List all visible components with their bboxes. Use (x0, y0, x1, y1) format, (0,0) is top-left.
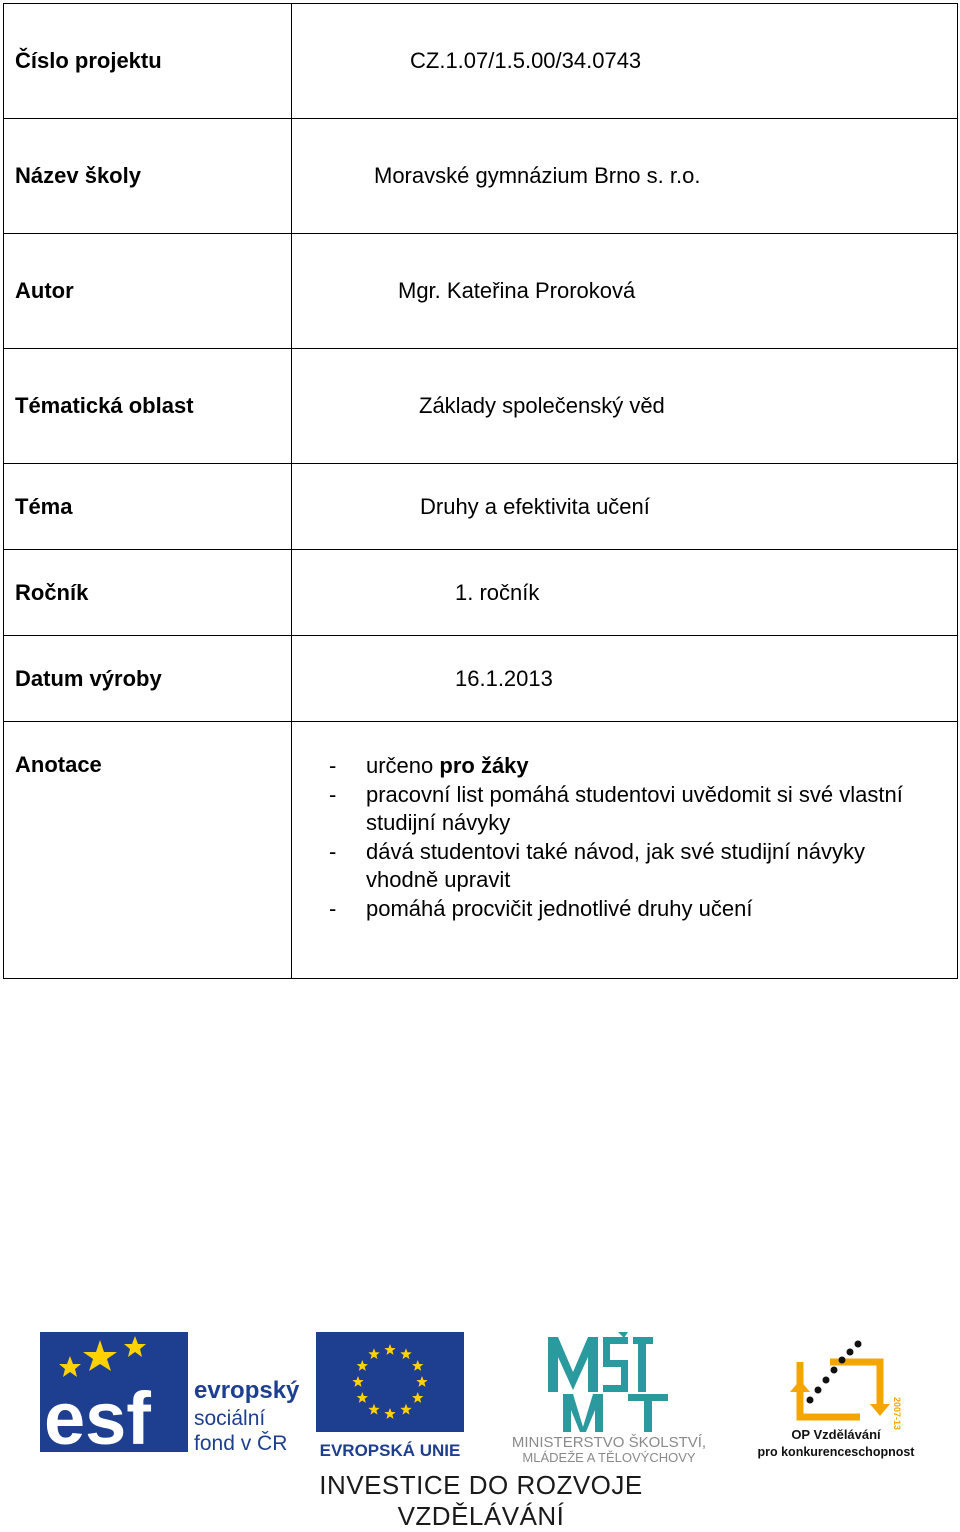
svg-text:fond v ČR: fond v ČR (194, 1432, 288, 1455)
row-value (292, 349, 958, 464)
list-item: - pomáhá procvičit jednotlivé druhy učení (329, 895, 753, 921)
list-item: - pracovní list pomáhá studentovi uvědomit si své vlastní studijní návyky (329, 781, 903, 835)
row-label: Tématická oblast (4, 349, 292, 464)
row-label: Číslo projektu (4, 4, 292, 119)
svg-text:OP Vzdělávání: OP Vzdělávání (791, 1427, 881, 1442)
topic-area: Základy společenský věd (419, 393, 665, 418)
svg-text:MINISTERSTVO ŠKOLSTVÍ,: MINISTERSTVO ŠKOLSTVÍ, (511, 1434, 707, 1451)
svg-text:EVROPSKÁ UNIE: EVROPSKÁ UNIE (319, 1441, 461, 1460)
msmt-logo (478, 1332, 740, 1462)
row-value (292, 550, 958, 636)
school-name: Moravské gymnázium Brno s. r.o. (374, 163, 701, 188)
annotation-list (292, 752, 957, 923)
topic: Druhy a efektivita učení (420, 493, 650, 519)
row-label: Anotace (4, 722, 292, 979)
op-vk-logo (750, 1332, 922, 1462)
svg-text:esf: esf (44, 1377, 151, 1460)
table-row (4, 349, 958, 464)
annotation-cell (292, 722, 958, 979)
row-label: Ročník (4, 550, 292, 636)
creation-date: 16.1.2013 (455, 665, 553, 691)
table-row-annotation (4, 722, 958, 979)
esf-logo (40, 1332, 300, 1462)
svg-text:pro konkurenceschopnost: pro konkurenceschopnost (757, 1445, 915, 1459)
author-name: Mgr. Kateřina Proroková (398, 278, 636, 303)
table-row (4, 4, 958, 119)
project-info-sheet (3, 3, 958, 979)
row-value (292, 119, 958, 234)
table-row (4, 464, 958, 550)
svg-text:evropský: evropský (194, 1377, 300, 1404)
row-label: Název školy (4, 119, 292, 234)
eu-flag-logo (312, 1332, 472, 1462)
row-label: Téma (4, 464, 292, 550)
table-row (4, 234, 958, 349)
project-info-table (3, 3, 958, 979)
list-item: - určeno pro žáky (329, 753, 529, 778)
svg-text:MLÁDEŽE A TĚLOVÝCHOVY: MLÁDEŽE A TĚLOVÝCHOVY (522, 1450, 696, 1462)
grade: 1. ročník (455, 579, 540, 605)
row-label: Autor (4, 234, 292, 349)
footer-slogan: INVESTICE DO ROZVOJE VZDĚLÁVÁNÍ (319, 1470, 643, 1531)
table-row (4, 550, 958, 636)
row-label: Datum výroby (4, 636, 292, 722)
svg-text:sociální: sociální (194, 1407, 266, 1430)
row-value (292, 4, 958, 119)
list-item: - dává studentovi také návod, jak své studijní návyky vhodně upravit (329, 838, 865, 892)
row-value (292, 464, 958, 550)
table-row (4, 636, 958, 722)
row-value (292, 636, 958, 722)
project-number: CZ.1.07/1.5.00/34.0743 (410, 48, 642, 73)
row-value (292, 234, 958, 349)
table-row (4, 119, 958, 234)
svg-text:2007-13: 2007-13 (892, 1397, 902, 1431)
